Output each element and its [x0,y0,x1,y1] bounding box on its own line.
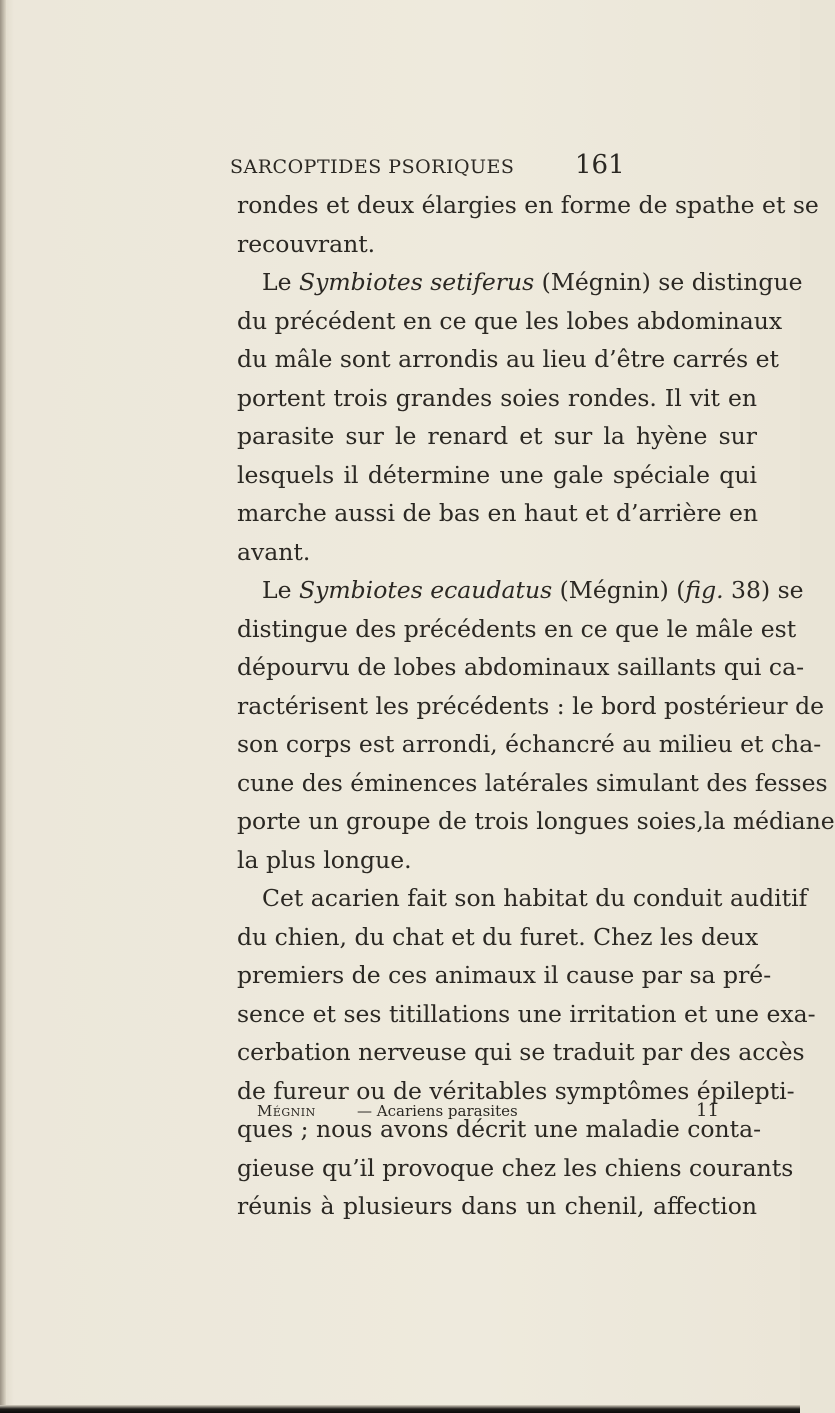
signature-line [257,1100,737,1128]
text-line: la plus longue. [237,845,412,874]
text-line: ques ; nous avons décrit une maladie conta- [237,1115,762,1143]
text-line: son corps est arrondi, échancré au milieu et cha- [237,730,822,758]
italic-term: Symbiotes setiferus [298,268,535,296]
text-line: avant. [237,537,311,566]
text-segment: Le [262,268,299,296]
text-line: du chien, du chat et du furet. Chez les deux [237,922,759,951]
text-line: rondes et deux élargies en forme de spathe et se [237,191,819,219]
page-bottom-edge [0,1405,800,1413]
page-header [230,150,630,186]
text-line: parasite sur le renard et sur la hyène sur [237,422,757,450]
text-line: cune des éminences latérales simulant des fesses [237,768,828,797]
text-line [237,263,803,302]
text-line: porte un groupe de trois longues soies,la médiane [237,807,835,835]
text-line: dépourvu de lobes abdominaux saillants qui ca- [237,653,805,681]
text-line: distingue des précédents en ce que le mâle est [237,614,797,643]
text-line: sence et ses titillations une irritation et une exa- [237,999,816,1028]
text-segment: Le [262,576,299,604]
text-line: Cet acarien fait son habitat du conduit auditif [262,884,808,912]
binding-shadow [0,0,6,1413]
text-segment: (Mégnin) ( [552,576,686,604]
signature-mark: 11 [696,1100,719,1121]
signature-author: Mégnin [257,1102,316,1120]
text-segment: (Mégnin) se distingue [534,268,803,296]
text-line: lesquels il détermine une gale spéciale qui [237,460,757,489]
text-line: du précédent en ce que les lobes abdominaux [237,306,783,335]
page-number: 161 [575,150,625,180]
text-line: premiers de ces animaux il cause par sa pré- [237,961,772,989]
text-line: réunis à plusieurs dans un chenil, affection [237,1192,757,1220]
text-line: cerbation nerveuse qui se traduit par des accès [237,1038,805,1066]
text-line: gieuse qu’il provoque chez les chiens courants [237,1153,794,1182]
text-line: marche aussi de bas en haut et d’arrière en [237,499,759,527]
text-line [237,571,804,610]
text-line: de fureur ou de véritables symptômes épilepti- [237,1076,795,1105]
italic-term: fig. [685,576,724,604]
text-line: portent trois grandes soies rondes. Il vit en [237,383,757,412]
body-text [237,186,835,1226]
signature-title: — Acariens parasites [357,1102,518,1120]
running-head: SARCOPTIDES PSORIQUES [230,156,515,178]
text-line: recouvrant. [237,229,376,258]
italic-term: Symbiotes ecaudatus [298,576,553,604]
text-line: ractérisent les précédents : le bord postérieur de [237,691,825,720]
text-line: du mâle sont arrondis au lieu d’être carrés et [237,345,780,373]
text-segment: 38) se [723,576,804,604]
